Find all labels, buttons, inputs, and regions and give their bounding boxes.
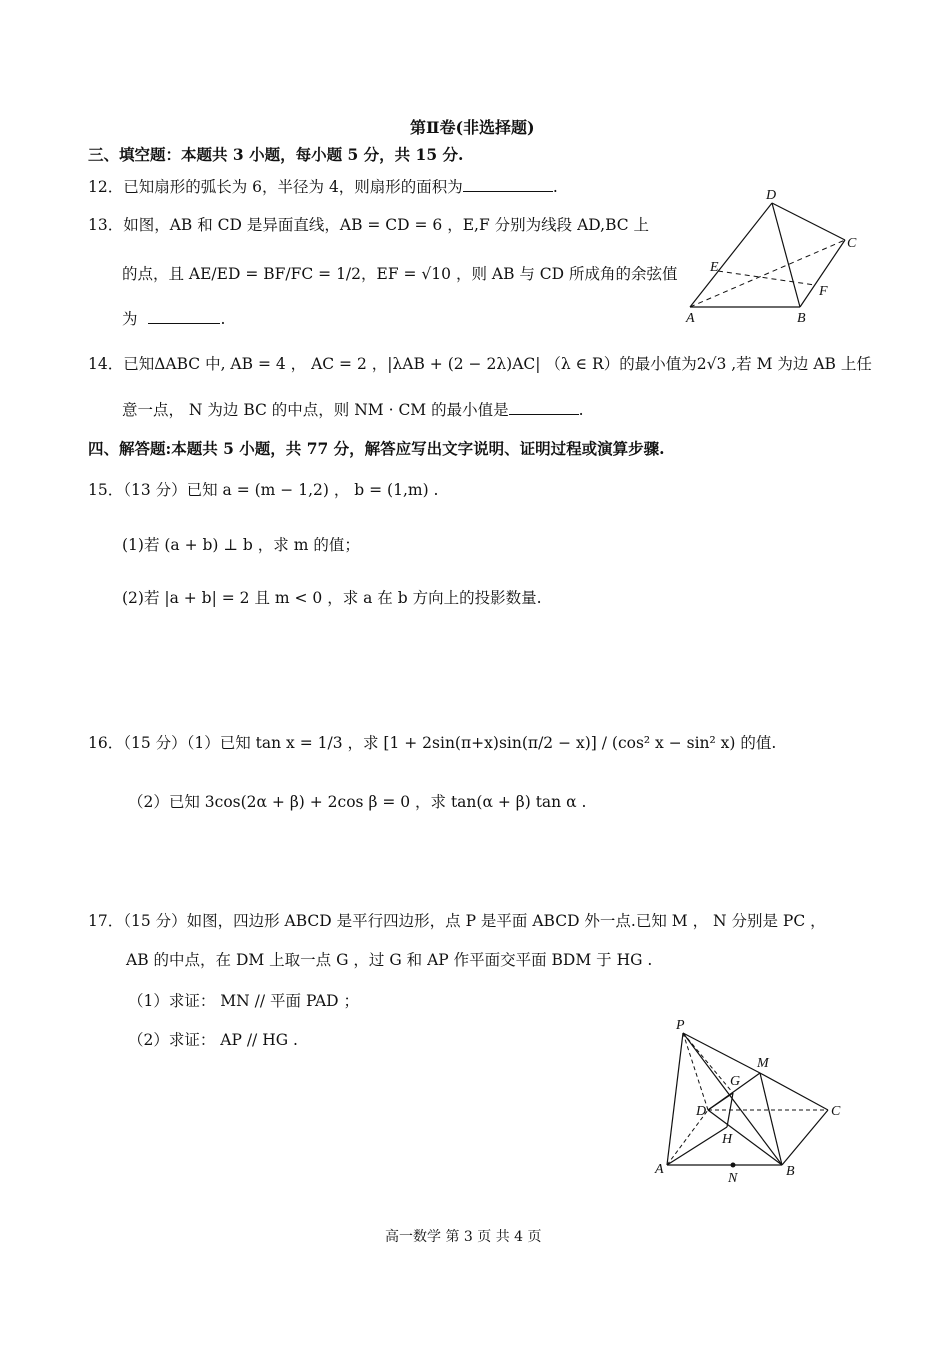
q13-line2: 的点，且 AE/ED = BF/FC = 1/2，EF = √10 ，则 AB 与 CD 所成角的余弦值 <box>122 265 678 283</box>
fig17-label-P: P <box>676 1018 685 1033</box>
page-footer: 高一数学 第 3 页 共 4 页 <box>385 1229 542 1245</box>
q16-part2: （2）已知 3cos(2α + β) + 2cos β = 0 ，求 tan(α + β) tan α . <box>128 793 587 811</box>
q13-line3-pre: 为 <box>122 310 138 328</box>
figure-17-pyramid <box>650 1015 860 1190</box>
fig13-label-A: A <box>686 311 695 326</box>
fig17-label-G: G <box>730 1074 741 1089</box>
segment-AH <box>667 1127 727 1165</box>
edge-PA <box>667 1033 683 1165</box>
section4-heading: 四、解答题:本题共 5 小题，共 77 分，解答应写出文字说明、证明过程或演算步骤. <box>88 439 665 458</box>
part-title: 第Ⅱ卷(非选择题) <box>410 118 535 137</box>
q13-line3 <box>122 307 225 329</box>
fig13-label-B: B <box>797 311 806 326</box>
q12-end: . <box>552 178 558 196</box>
q14-line1: 14．已知ΔABC 中, AB = 4 ， AC = 2 ，|λAB + (2 − 2λ)AC| （λ ∈ R）的最小值为2√3 ,若 M 为边 AB 上任 <box>88 355 872 373</box>
segment-DG <box>708 1093 733 1110</box>
q14-line2 <box>122 398 584 420</box>
q17-part2: （2）求证： AP // HG . <box>128 1031 298 1049</box>
q17-stem-line2: AB 的中点，在 DM 上取一点 G ，过 G 和 AP 作平面交平面 BDM 于 HG . <box>126 951 653 969</box>
fig13-label-F: F <box>819 284 828 299</box>
q14-line2-end: . <box>578 401 584 419</box>
q12-text: 12．已知扇形的弧长为 6，半径为 4，则扇形的面积为 <box>88 178 463 196</box>
fig17-label-C: C <box>831 1104 841 1119</box>
edge-DC <box>772 203 845 240</box>
q16-stem: 16．（15 分）（1）已知 tan x = 1/3 ，求 [1 + 2sin(π+x)sin(π/2 − x)] / (cos² x − sin² x) 的值. <box>88 734 777 752</box>
fig17-label-A: A <box>655 1162 664 1177</box>
q14-line2-text: 意一点， N 为边 BC 的中点，则 NM · CM 的最小值是 <box>122 401 509 419</box>
q17-stem-line1: 17．（15 分）如图，四边形 ABCD 是平行四边形，点 P 是平面 ABCD 外一点.已知 M ， N 分别是 PC ， <box>88 912 826 930</box>
edge-AD <box>690 203 772 307</box>
fig13-label-C: C <box>847 236 857 251</box>
q13-line1: 13．如图，AB 和 CD 是异面直线，AB = CD = 6 ，E,F 分别为线段 AD,BC 上 <box>88 216 650 234</box>
q15-part1: (1)若 (a + b) ⊥ b ，求 m 的值； <box>122 536 360 554</box>
fig17-label-B: B <box>786 1164 795 1179</box>
q15-stem: 15．（13 分）已知 a = (m − 1,2) ， b = (1,m) . <box>88 481 439 499</box>
fig13-label-E: E <box>710 260 719 275</box>
fig17-label-M: M <box>757 1056 769 1071</box>
q14-answer-blank <box>509 400 579 415</box>
q12 <box>88 175 558 197</box>
fig17-label-H: H <box>722 1132 733 1147</box>
q17-part1: （1）求证： MN // 平面 PAD ； <box>128 992 360 1010</box>
q13-answer-blank <box>148 309 220 324</box>
fig17-label-D: D <box>696 1104 707 1119</box>
figure-13-tetrahedron <box>680 185 870 330</box>
section3-heading: 三、填空题：本题共 3 小题，每小题 5 分，共 15 分. <box>88 145 464 164</box>
edge-MC <box>760 1073 828 1110</box>
edge-CB <box>782 1110 828 1165</box>
edge-DB <box>772 203 800 307</box>
q12-answer-blank <box>463 177 553 192</box>
q15-part2: (2)若 |a + b| = 2 且 m < 0 ，求 a 在 b 方向上的投影数量. <box>122 589 542 607</box>
segment-EF <box>718 271 815 285</box>
q13-line3-end: . <box>220 310 226 328</box>
fig13-label-D: D <box>766 188 777 203</box>
fig17-label-N: N <box>728 1171 738 1186</box>
point-N <box>731 1163 736 1168</box>
